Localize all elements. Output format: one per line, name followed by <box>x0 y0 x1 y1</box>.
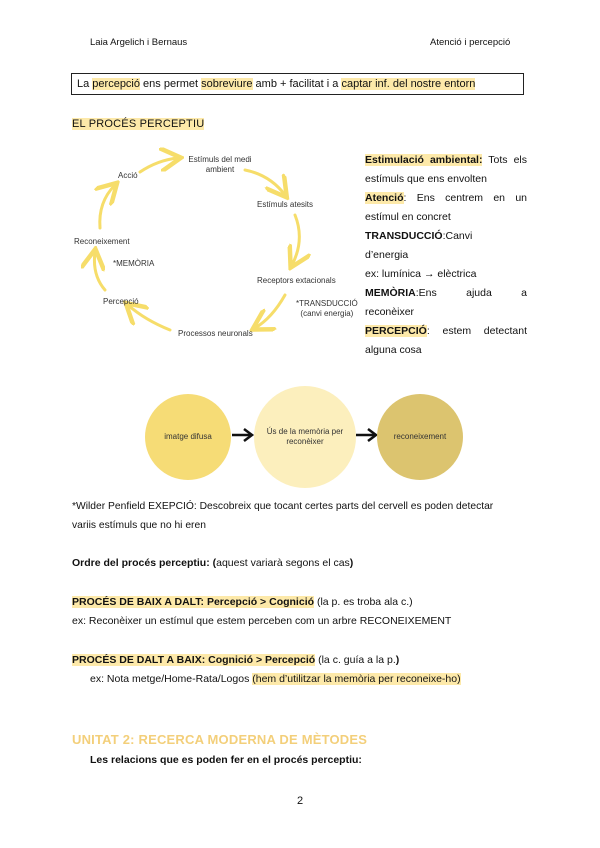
top-down-note-close: ) <box>395 654 400 666</box>
def-text: Tots els <box>482 154 527 166</box>
cycle-transduction-line2: (canvi energia) <box>300 309 354 318</box>
def-text: alguna cosa <box>365 344 422 356</box>
relations-heading: Les relacions que es poden fer en el procés perceptiu: <box>90 754 362 766</box>
arrow-neural-perception <box>128 305 170 330</box>
penfield-line: variis estímuls que no hi eren <box>72 520 206 531</box>
top-down-note: (la c. guía a la p. <box>315 654 396 666</box>
arrow-action-stimuli <box>140 158 178 172</box>
def-term: Atenció <box>365 192 404 204</box>
def-text: d’energia <box>365 249 409 261</box>
def-term: TRANSDUCCIÓ <box>365 230 443 242</box>
intro-highlight-survive: sobreviure <box>201 78 253 90</box>
page-number: 2 <box>296 795 304 807</box>
order-note: aquest variarà segons el cas <box>216 557 350 569</box>
cycle-transduction <box>296 299 358 319</box>
cycle-neural: Processos neuronals <box>178 329 253 338</box>
cycle-stimuli <box>183 155 257 175</box>
def-term: MEMÒRIA <box>365 287 416 299</box>
flow-circle-recognition <box>377 394 463 480</box>
top-down-example-highlight: (hem d’utilitzar la memòria per reconeixe-ho) <box>252 673 461 685</box>
intro-highlight-capture: captar inf. del nostre entorn <box>341 78 476 90</box>
flow-circle-memory-use <box>254 386 356 488</box>
cycle-stimuli-line2: ambient <box>205 165 235 174</box>
flow-label: reconeixement <box>393 432 447 441</box>
section-title: EL PROCÉS PERCEPTIU <box>72 118 205 130</box>
def-term: Estimulació ambiental: <box>365 154 483 166</box>
arrow-recognition-action <box>100 185 115 228</box>
bottom-up-title: PROCÉS DE BAIX A DALT: Percepció > Cognició <box>72 596 315 608</box>
def-attention <box>365 189 527 208</box>
def-text: :Ens ajuda a <box>415 287 527 299</box>
intro-highlight-perception: percepció <box>92 78 140 90</box>
flow-circle-blurry-image <box>145 394 231 480</box>
def-perception <box>365 322 527 341</box>
arrow-perception-recognition <box>94 252 105 290</box>
cycle-action: Acció <box>118 171 138 180</box>
intro-text: ens permet <box>140 78 202 90</box>
arrow-right-icon <box>355 428 379 442</box>
header-author: Laia Argelich i Bernaus <box>90 37 188 48</box>
top-down-example: ex: Nota metge/Home-Rata/Logos <box>90 673 253 685</box>
bottom-up-example: ex: Reconèixer un estímul que estem perceben com un arbre RECONEIXEMENT <box>72 615 452 627</box>
cycle-receptors: Receptors extacionals <box>257 276 336 285</box>
top-down-section <box>72 651 461 689</box>
cycle-recognition: Reconeixement <box>74 237 130 246</box>
def-example: ex: lumínica → elèctrica <box>365 268 477 280</box>
intro-text: La <box>77 78 93 90</box>
arrow-right-icon <box>231 428 255 442</box>
cycle-transduction-line1: *TRANSDUCCIÓ <box>296 299 358 308</box>
def-text: : estem detectant <box>426 325 527 337</box>
def-text: estímul en concret <box>365 211 451 223</box>
intro-box <box>71 73 524 95</box>
cycle-memory: *MEMÒRIA <box>113 259 155 268</box>
def-stimulation <box>365 151 527 170</box>
arrow-receptors-neural <box>255 295 285 328</box>
intro-text: amb + facilitat i a <box>252 78 342 90</box>
def-text: reconèixer <box>365 306 415 318</box>
bottom-up-note: (la p. es troba ala c.) <box>314 596 413 608</box>
order-close: ) <box>349 557 354 569</box>
flow-label: Ús de la memòria per reconèixer <box>266 427 344 446</box>
order-title: Ordre del procés perceptiu: ( <box>72 557 217 569</box>
def-text: estímuls que ens envolten <box>365 173 487 185</box>
def-memory <box>365 284 527 303</box>
penfield-note <box>72 497 493 535</box>
bottom-up-section <box>72 593 451 631</box>
penfield-line: *Wilder Penfield EXEPCIÓ: Descobreix que tocant certes parts del cervell es poden detectar <box>72 501 494 512</box>
flow-label: imatge difusa <box>164 432 212 441</box>
header-topic: Atenció i percepció <box>430 37 511 48</box>
arrow-attended-receptors <box>292 215 299 265</box>
cycle-stimuli-line1: Estímuls del medi <box>188 155 252 164</box>
cycle-perception: Percepció <box>103 297 139 306</box>
top-down-title: PROCÉS DE DALT A BAIX: Cognició > Percepció <box>72 654 316 666</box>
definitions-list <box>365 151 527 360</box>
cycle-attended: Estímuls atesits <box>257 200 314 209</box>
order-heading <box>72 554 353 573</box>
def-transduction <box>365 227 527 246</box>
unit-title: UNITAT 2: RECERCA MODERNA DE MÈTODES <box>72 732 368 747</box>
def-term: PERCEPCIÓ <box>365 325 427 337</box>
def-text: : Ens centrem en un <box>403 192 527 204</box>
def-text: :Canvi <box>442 230 473 242</box>
